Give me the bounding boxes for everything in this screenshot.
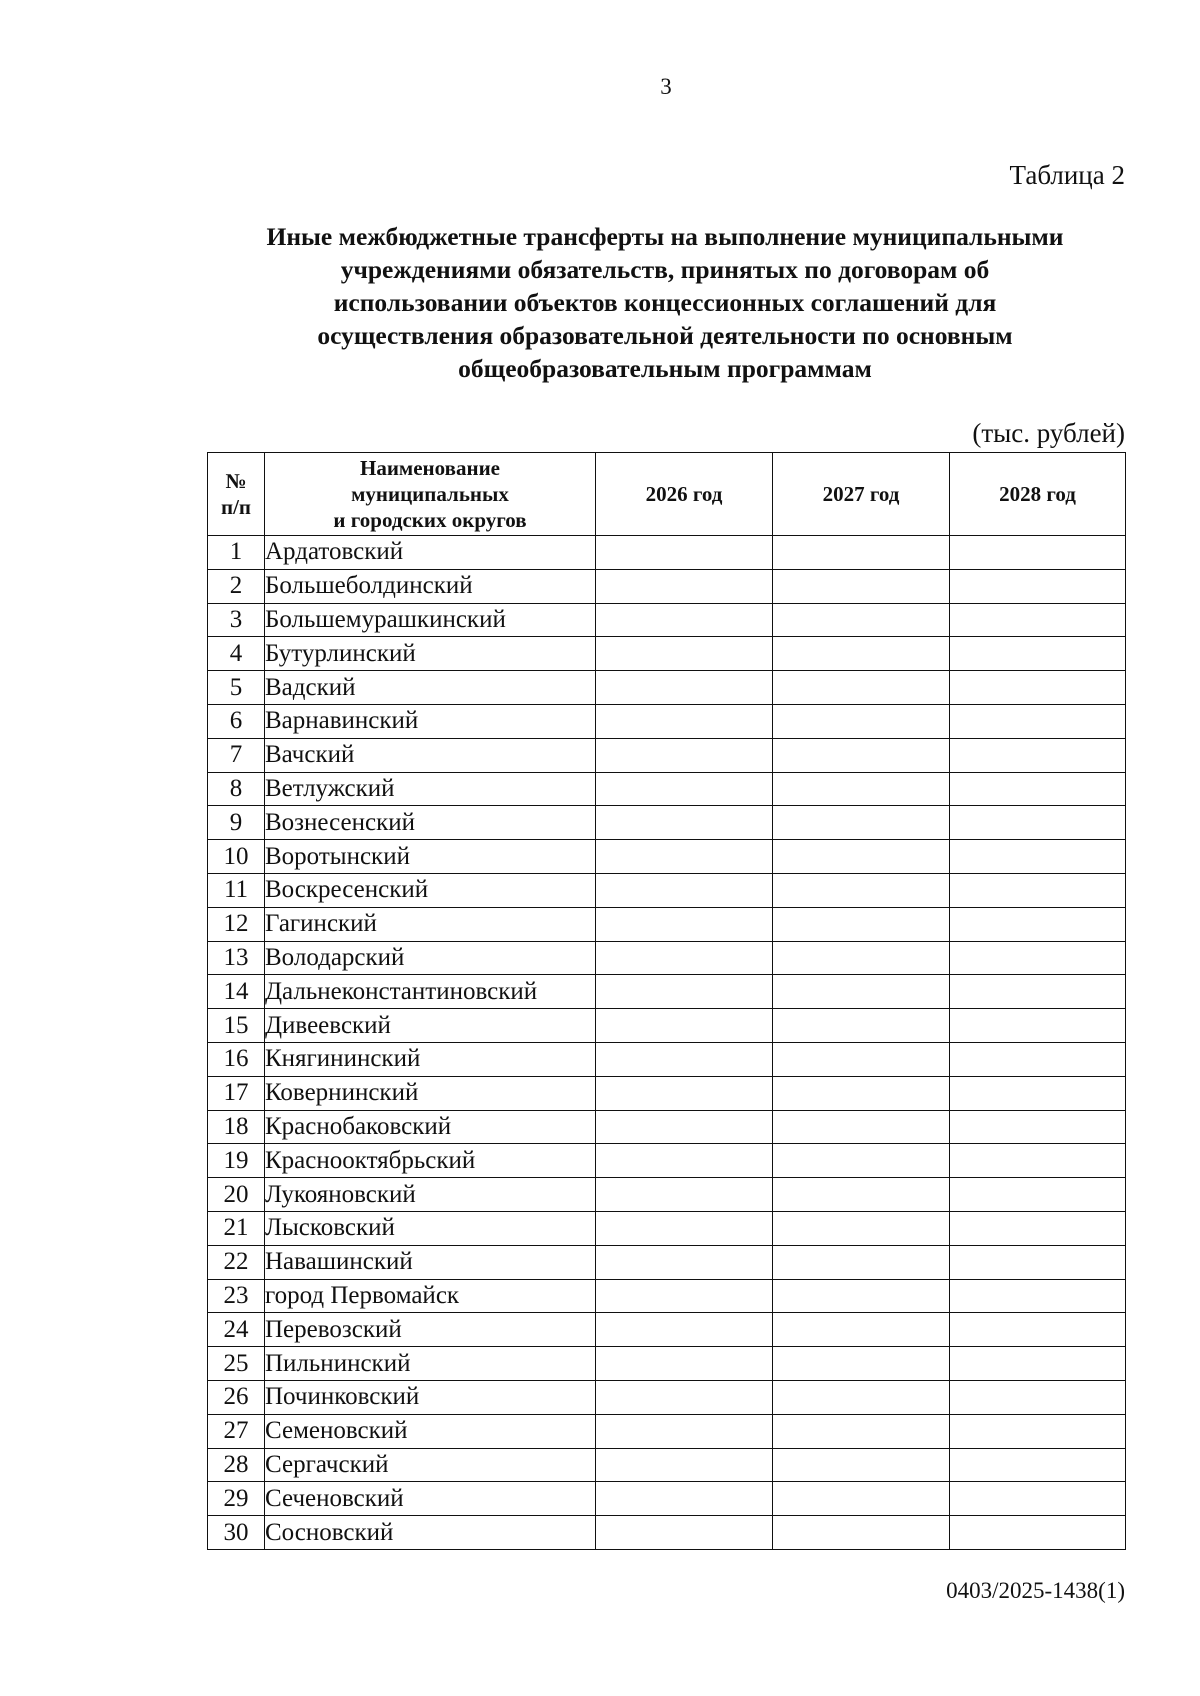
value-2028 xyxy=(950,1178,1126,1212)
table-row xyxy=(208,941,1126,975)
district-name: Большемурашкинский xyxy=(265,603,596,637)
value-2026 xyxy=(596,840,773,874)
value-2026 xyxy=(596,738,773,772)
value-2028 xyxy=(950,1380,1126,1414)
title-line: общеобразовательным программам xyxy=(458,354,872,383)
value-2027 xyxy=(773,1279,950,1313)
value-2028 xyxy=(950,941,1126,975)
value-2026 xyxy=(596,1110,773,1144)
value-2026 xyxy=(596,1482,773,1516)
row-number: 8 xyxy=(208,772,265,806)
table-row xyxy=(208,1380,1126,1414)
value-2027 xyxy=(773,1009,950,1043)
table-row xyxy=(208,975,1126,1009)
row-number: 2 xyxy=(208,569,265,603)
district-name: Дальнеконстантиновский xyxy=(265,975,596,1009)
value-2026 xyxy=(596,1144,773,1178)
value-2026 xyxy=(596,1448,773,1482)
units-label: (тыс. рублей) xyxy=(972,418,1125,448)
table-row xyxy=(208,1313,1126,1347)
table-row xyxy=(208,1245,1126,1279)
district-name: Воротынский xyxy=(265,840,596,874)
row-number: 17 xyxy=(208,1076,265,1110)
table-row xyxy=(208,1211,1126,1245)
value-2027 xyxy=(773,772,950,806)
table-row xyxy=(208,1144,1126,1178)
value-2028 xyxy=(950,1245,1126,1279)
header-number xyxy=(208,453,265,536)
district-name: Сеченовский xyxy=(265,1482,596,1516)
value-2027 xyxy=(773,704,950,738)
value-2027 xyxy=(773,671,950,705)
row-number: 9 xyxy=(208,806,265,840)
value-2028 xyxy=(950,671,1126,705)
row-number: 18 xyxy=(208,1110,265,1144)
value-2027 xyxy=(773,738,950,772)
value-2027 xyxy=(773,873,950,907)
row-number: 21 xyxy=(208,1211,265,1245)
value-2027 xyxy=(773,975,950,1009)
district-name: Гагинский xyxy=(265,907,596,941)
row-number: 28 xyxy=(208,1448,265,1482)
value-2028 xyxy=(950,1009,1126,1043)
value-2028 xyxy=(950,637,1126,671)
value-2028 xyxy=(950,806,1126,840)
value-2027 xyxy=(773,1211,950,1245)
value-2028 xyxy=(950,603,1126,637)
row-number: 4 xyxy=(208,637,265,671)
district-name: Ардатовский xyxy=(265,536,596,570)
district-name: Пильнинский xyxy=(265,1347,596,1381)
row-number: 16 xyxy=(208,1042,265,1076)
value-2028 xyxy=(950,1279,1126,1313)
value-2026 xyxy=(596,873,773,907)
row-number: 29 xyxy=(208,1482,265,1516)
district-name: Семеновский xyxy=(265,1414,596,1448)
value-2027 xyxy=(773,907,950,941)
value-2026 xyxy=(596,1042,773,1076)
value-2028 xyxy=(950,1313,1126,1347)
row-number: 1 xyxy=(208,536,265,570)
value-2027 xyxy=(773,1110,950,1144)
value-2026 xyxy=(596,1178,773,1212)
value-2026 xyxy=(596,941,773,975)
header-year-2027: 2027 год xyxy=(773,453,950,536)
value-2027 xyxy=(773,1178,950,1212)
value-2027 xyxy=(773,1347,950,1381)
value-2026 xyxy=(596,569,773,603)
value-2026 xyxy=(596,1279,773,1313)
district-name: Княгининский xyxy=(265,1042,596,1076)
value-2028 xyxy=(950,1414,1126,1448)
value-2026 xyxy=(596,1211,773,1245)
value-2027 xyxy=(773,1313,950,1347)
value-2027 xyxy=(773,1042,950,1076)
row-number: 13 xyxy=(208,941,265,975)
table-row xyxy=(208,1009,1126,1043)
value-2027 xyxy=(773,1076,950,1110)
district-name: Лысковский xyxy=(265,1211,596,1245)
value-2026 xyxy=(596,975,773,1009)
row-number: 30 xyxy=(208,1516,265,1550)
value-2026 xyxy=(596,772,773,806)
value-2026 xyxy=(596,1516,773,1550)
table-row xyxy=(208,637,1126,671)
header-text: п/п xyxy=(220,495,252,519)
header-text: и городских округов xyxy=(333,508,527,532)
value-2028 xyxy=(950,1144,1126,1178)
header-text: № xyxy=(225,469,247,493)
district-name: Перевозский xyxy=(265,1313,596,1347)
value-2028 xyxy=(950,1211,1126,1245)
value-2028 xyxy=(950,772,1126,806)
row-number: 7 xyxy=(208,738,265,772)
value-2026 xyxy=(596,1009,773,1043)
page-number: 3 xyxy=(660,74,672,99)
value-2026 xyxy=(596,1414,773,1448)
header-name xyxy=(265,453,596,536)
value-2026 xyxy=(596,603,773,637)
value-2028 xyxy=(950,738,1126,772)
value-2028 xyxy=(950,704,1126,738)
table-row xyxy=(208,873,1126,907)
value-2028 xyxy=(950,1042,1126,1076)
table-row xyxy=(208,840,1126,874)
value-2026 xyxy=(596,1347,773,1381)
title-line: учреждениями обязательств, принятых по договорам об xyxy=(340,255,990,284)
value-2026 xyxy=(596,806,773,840)
table-row xyxy=(208,569,1126,603)
district-name: Дивеевский xyxy=(265,1009,596,1043)
value-2028 xyxy=(950,569,1126,603)
value-2027 xyxy=(773,1448,950,1482)
title-line: использовании объектов концессионных соглашений для xyxy=(333,288,997,317)
value-2027 xyxy=(773,1516,950,1550)
table-row xyxy=(208,1347,1126,1381)
value-2027 xyxy=(773,569,950,603)
value-2026 xyxy=(596,1380,773,1414)
value-2028 xyxy=(950,840,1126,874)
table-row xyxy=(208,603,1126,637)
value-2026 xyxy=(596,1245,773,1279)
district-name: Починковский xyxy=(265,1380,596,1414)
value-2026 xyxy=(596,1076,773,1110)
header-year-2026: 2026 год xyxy=(596,453,773,536)
value-2027 xyxy=(773,1414,950,1448)
table-row xyxy=(208,738,1126,772)
value-2027 xyxy=(773,637,950,671)
value-2028 xyxy=(950,1482,1126,1516)
row-number: 15 xyxy=(208,1009,265,1043)
row-number: 12 xyxy=(208,907,265,941)
row-number: 22 xyxy=(208,1245,265,1279)
row-number: 27 xyxy=(208,1414,265,1448)
value-2027 xyxy=(773,806,950,840)
row-number: 11 xyxy=(208,873,265,907)
value-2027 xyxy=(773,941,950,975)
row-number: 6 xyxy=(208,704,265,738)
value-2028 xyxy=(950,975,1126,1009)
table-row xyxy=(208,704,1126,738)
district-name: Варнавинский xyxy=(265,704,596,738)
table-row xyxy=(208,1110,1126,1144)
row-number: 3 xyxy=(208,603,265,637)
district-name: Навашинский xyxy=(265,1245,596,1279)
value-2027 xyxy=(773,603,950,637)
value-2026 xyxy=(596,671,773,705)
table-row xyxy=(208,1516,1126,1550)
district-name: Краснооктябрьский xyxy=(265,1144,596,1178)
table-row xyxy=(208,1414,1126,1448)
table-label: Таблица 2 xyxy=(1009,160,1125,190)
value-2026 xyxy=(596,1313,773,1347)
district-name: Вознесенский xyxy=(265,806,596,840)
value-2028 xyxy=(950,1076,1126,1110)
transfers-table xyxy=(207,452,1126,1550)
value-2027 xyxy=(773,1380,950,1414)
value-2026 xyxy=(596,704,773,738)
header-text: муниципальных xyxy=(351,482,509,506)
district-name: Ветлужский xyxy=(265,772,596,806)
table-row xyxy=(208,1178,1126,1212)
table-row xyxy=(208,907,1126,941)
value-2027 xyxy=(773,840,950,874)
document-title xyxy=(190,220,1140,385)
document-code: 0403/2025-1438(1) xyxy=(946,1578,1125,1603)
district-name: Ковернинский xyxy=(265,1076,596,1110)
table-row xyxy=(208,1076,1126,1110)
value-2028 xyxy=(950,1347,1126,1381)
district-name: Сергачский xyxy=(265,1448,596,1482)
header-year-2028: 2028 год xyxy=(950,453,1126,536)
row-number: 24 xyxy=(208,1313,265,1347)
district-name: город Первомайск xyxy=(265,1279,596,1313)
header-text: Наименование xyxy=(360,456,500,480)
table-body xyxy=(208,536,1126,1550)
value-2028 xyxy=(950,873,1126,907)
title-line: Иные межбюджетные трансферты на выполнение муниципальными xyxy=(266,222,1064,251)
table-row xyxy=(208,536,1126,570)
table-row xyxy=(208,1482,1126,1516)
table-header-row xyxy=(208,453,1126,536)
row-number: 14 xyxy=(208,975,265,1009)
district-name: Вачский xyxy=(265,738,596,772)
value-2027 xyxy=(773,1482,950,1516)
row-number: 26 xyxy=(208,1380,265,1414)
value-2027 xyxy=(773,1245,950,1279)
district-name: Володарский xyxy=(265,941,596,975)
value-2028 xyxy=(950,1448,1126,1482)
district-name: Большеболдинский xyxy=(265,569,596,603)
table-row xyxy=(208,806,1126,840)
value-2028 xyxy=(950,907,1126,941)
row-number: 23 xyxy=(208,1279,265,1313)
table-row xyxy=(208,772,1126,806)
district-name: Воскресенский xyxy=(265,873,596,907)
table-row xyxy=(208,1042,1126,1076)
district-name: Краснобаковский xyxy=(265,1110,596,1144)
table-row xyxy=(208,671,1126,705)
district-name: Бутурлинский xyxy=(265,637,596,671)
row-number: 19 xyxy=(208,1144,265,1178)
value-2026 xyxy=(596,907,773,941)
value-2026 xyxy=(596,536,773,570)
row-number: 5 xyxy=(208,671,265,705)
value-2028 xyxy=(950,536,1126,570)
title-line: осуществления образовательной деятельности по основным xyxy=(317,321,1013,350)
table-row xyxy=(208,1279,1126,1313)
district-name: Вадский xyxy=(265,671,596,705)
district-name: Лукояновский xyxy=(265,1178,596,1212)
district-name: Сосновский xyxy=(265,1516,596,1550)
row-number: 25 xyxy=(208,1347,265,1381)
value-2028 xyxy=(950,1110,1126,1144)
value-2028 xyxy=(950,1516,1126,1550)
row-number: 10 xyxy=(208,840,265,874)
row-number: 20 xyxy=(208,1178,265,1212)
value-2027 xyxy=(773,1144,950,1178)
value-2027 xyxy=(773,536,950,570)
table-row xyxy=(208,1448,1126,1482)
value-2026 xyxy=(596,637,773,671)
